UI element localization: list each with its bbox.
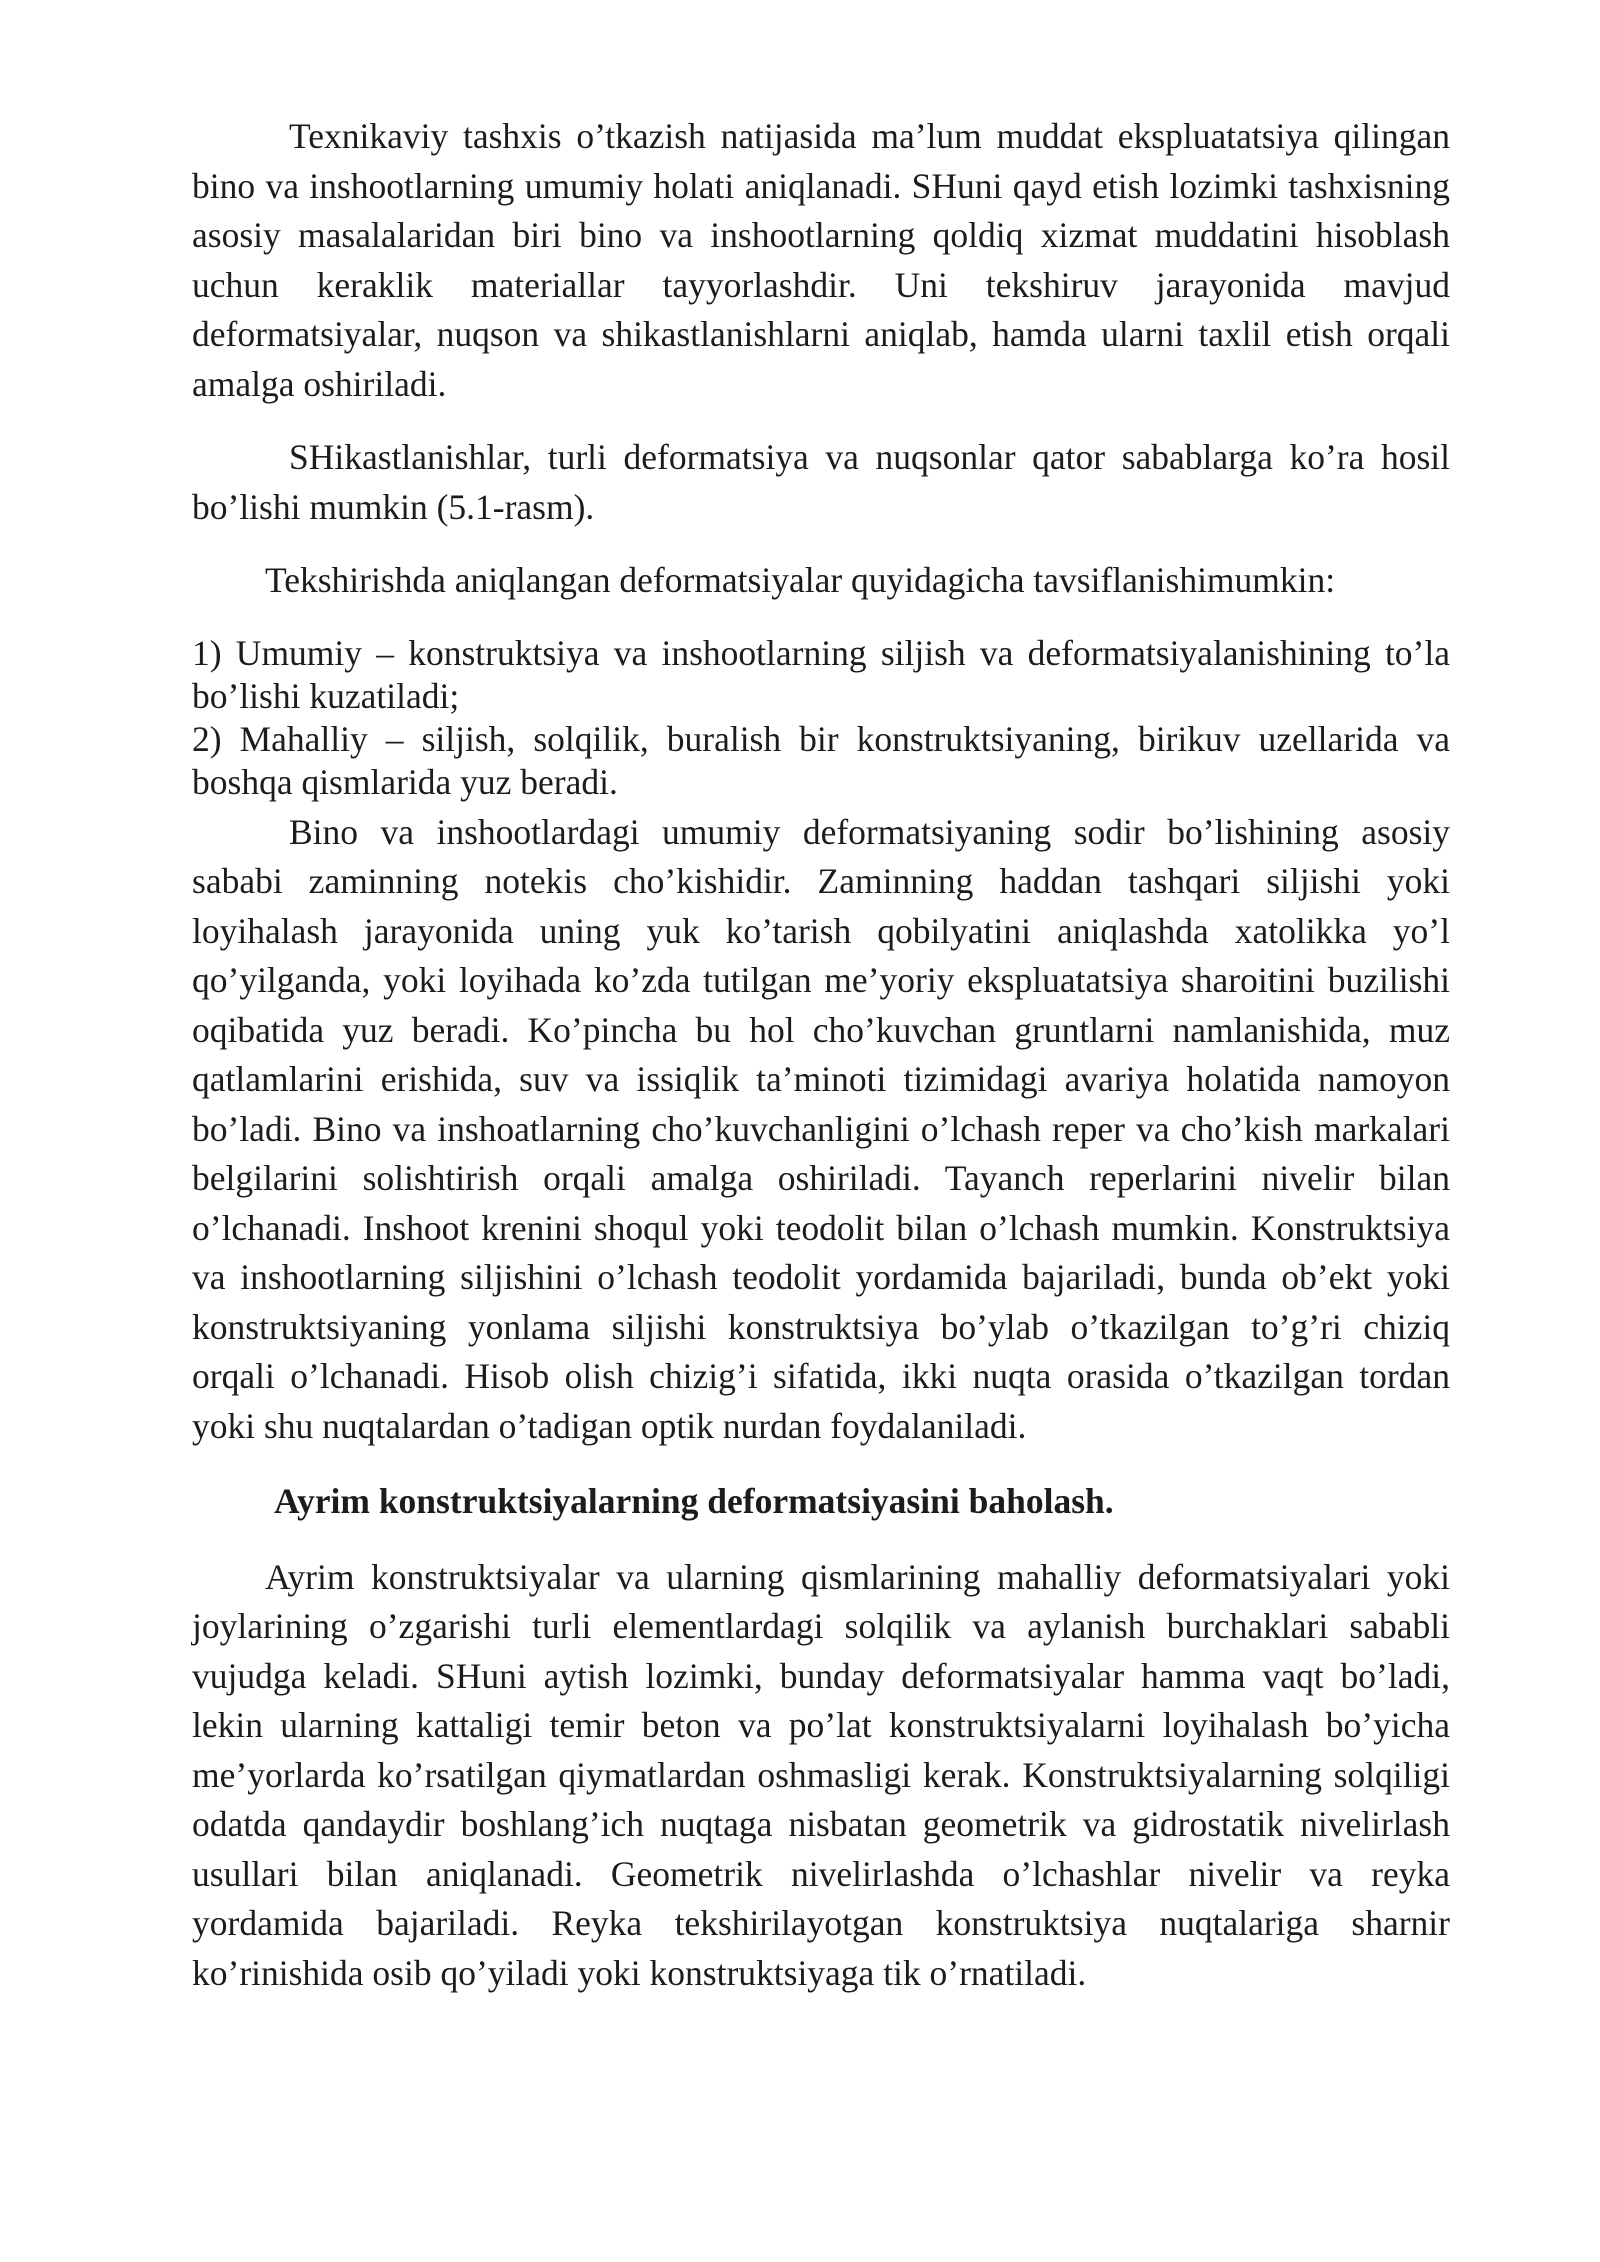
list-item: 2) Mahalliy – siljish, solqilik, buralish bir konstruktsiyaning, birikuv uzellarida va boshqa qismlarida yuz beradi. xyxy=(192,718,1450,802)
section-heading: Ayrim konstruktsiyalarning deformatsiyasini baholash. xyxy=(274,1481,1114,1521)
paragraph-2: SHikastlanishlar, turli deformatsiya va nuqsonlar qator sabablarga ko’ra hosil bo’lishi mumkin (5.1-rasm). xyxy=(192,437,1450,527)
list-item: 1) Umumiy – konstruktsiya va inshootlarning siljish va deformatsiyalanishining to’la bo’lishi kuzatiladi; xyxy=(192,632,1450,716)
paragraph-5: Ayrim konstruktsiyalar va ularning qismlarining mahalliy deformatsiyalari yoki joylarining o’zgarishi turli elementlardagi solqilik va aylanish burchaklari sababli vujudga keladi. SHuni aytish lozimki, bunday deformatsiyalar hamma vaqt bo’ladi, lekin ularning kattaligi temir beton va po’lat konstruktsiyalarni loyihalash bo’yicha me’yorlarda ko’rsatilgan qiymatlardan oshmasligi kerak. Konstruktsiyalarning solqiligi odatda qandaydir boshlang’ich nuqtaga nisbatan geometrik va gidrostatik nivelirlash usullari bilan aniqlanadi. Geometrik nivelirlashda o’lchashlar nivelir va reyka yordamida bajariladi. Reyka tekshirilayotgan konstruktsiya nuqtalariga sharnir ko’rinishida osib qo’yiladi yoki konstruktsiyaga tik o’rnatiladi. xyxy=(192,1556,1450,1993)
paragraph-1: Texnikaviy tashxis o’tkazish natijasida ma’lum muddat ekspluatatsiya qilingan bino va inshootlarning umumiy holati aniqlanadi. SHuni qayd etish lozimki tashxisning asosiy masalalaridan biri bino va inshootlarning qoldiq xizmat muddatini hisoblash uchun keraklik materiallar tayyorlashdir. Uni tekshiruv jarayonida mavjud deformatsiyalar, nuqson va shikastlanishlarni aniqlab, hamda ularni taxlil etish orqali amalga oshiriladi. xyxy=(192,116,1450,404)
deformation-list xyxy=(192,632,1450,804)
paragraph-3: Tekshirishda aniqlangan deformatsiyalar quyidagicha tavsiflanishimumkin: xyxy=(265,560,1336,600)
paragraph-4: Bino va inshootlardagi umumiy deformatsiyaning sodir bo’lishining asosiy sababi zaminning notekis cho’kishidir. Zaminning haddan tashqari siljishi yoki loyihalash jarayonida uning yuk ko’tarish qobilyatini aniqlashda xatolikka yo’l qo’yilganda, yoki loyihada ko’zda tutilgan me’yoriy ekspluatatsiya sharoitini buzilishi oqibatida yuz beradi. Ko’pincha bu hol cho’kuvchan gruntlarni namlanishida, muz qatlamlarini erishida, suv va issiqlik ta’minoti tizimidagi avariya holatida namoyon bo’ladi. Bino va inshoatlarning cho’kuvchanligini o’lchash reper va cho’kish markalari belgilarini solishtirish orqali amalga oshiriladi. Tayanch reperlarini nivelir bilan o’lchanadi. Inshoot krenini shoqul yoki teodolit bilan o’lchash mumkin. Konstruktsiya va inshootlarning siljishini o’lchash teodolit yordamida bajariladi, bunda ob’ekt yoki konstruktsiyaning yonlama siljishi konstruktsiya bo’ylab o’tkazilgan to’g’ri chiziq orqali o’lchanadi. Hisob olish chizig’i sifatida, ikki nuqta orasida o’tkazilgan tordan yoki shu nuqtalardan o’tadigan optik nurdan foydalaniladi. xyxy=(192,811,1450,1446)
document-body xyxy=(192,112,1450,1998)
